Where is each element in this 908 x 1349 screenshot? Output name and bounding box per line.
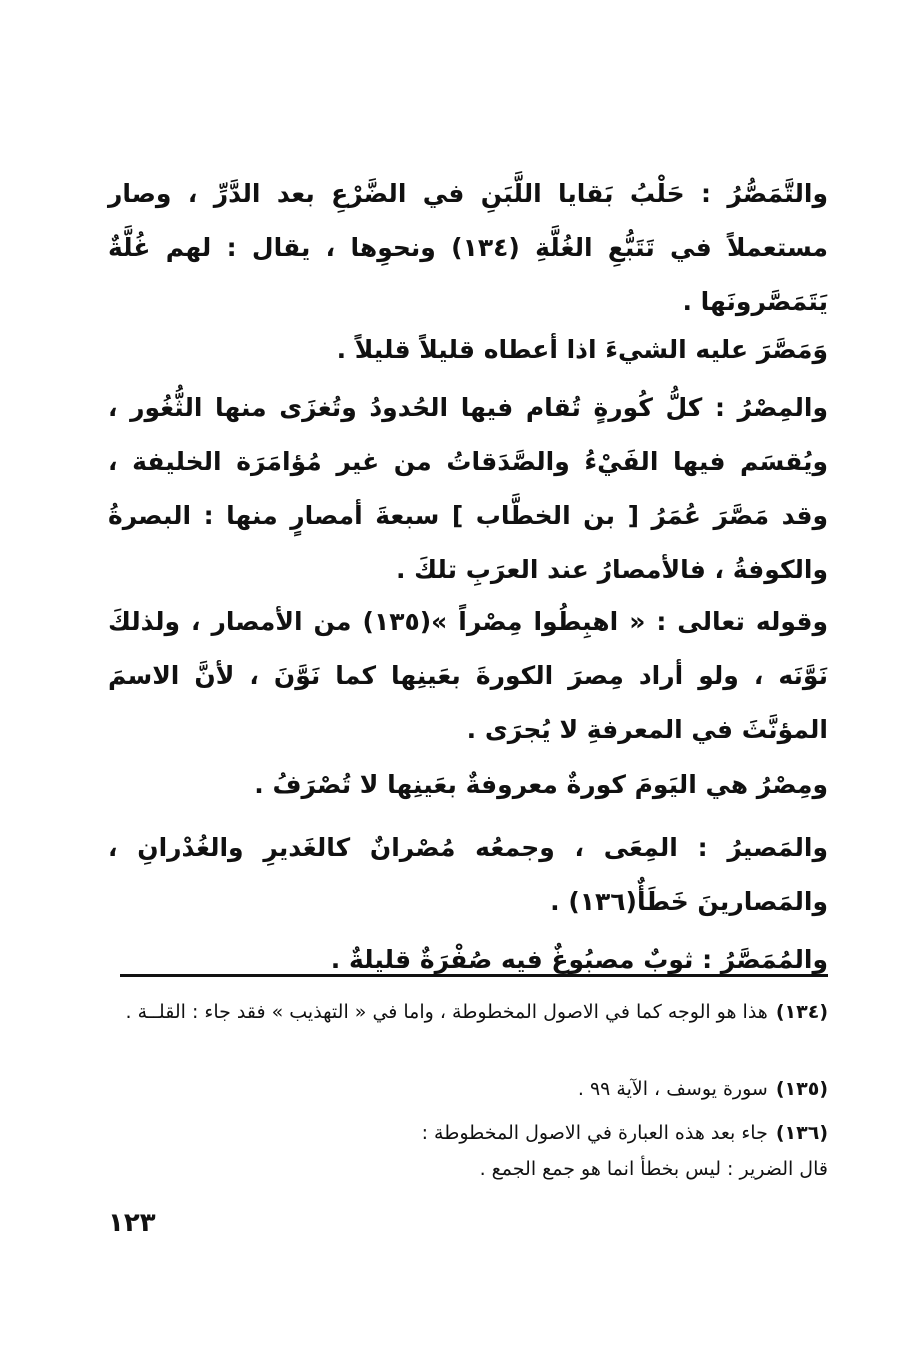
paragraph-misr-today: ومِصْرُ هي اليَومَ كورةٌ معروفةٌ بعَينِها لا تُصْرَفُ . (254, 770, 828, 799)
paragraph-masir: والمَصيرُ : المِعَى ، وجمعُه مُصْرانٌ كالغَديرِ والغُدْرانِ ، والمَصارينَ خَطَأٌ(١٣٦) . (108, 833, 828, 916)
paragraph-misr: والمِصْرُ : كلُّ كُورةٍ تُقام فيها الحُدودُ وتُغزَى منها الثُّغُور ، ويُقسَم فيها الفَيْءُ والصَّدَقاتُ من غير مُؤامَرَة الخليفة ، وقد مَصَّرَ عُمَرُ [ بن الخطَّاب ] سبعةَ أمصارٍ منها : البصرةُ والكوفةُ ، فالأمصارُ عند العرَبِ تلكَ . (108, 393, 828, 584)
paragraph-quran-verse: وقوله تعالى : « اهبِطُوا مِصْراً »(١٣٥) من الأمصار ، ولذلكَ نَوَّنَه ، ولو أراد مِصرَ الكورةَ بعَينِها كما نَوَّنَ ، لأنَّ الاسمَ المؤنَّثَ في المعرفةِ لا يُجرَى . (108, 607, 828, 744)
paragraph-massara: وَمَصَّرَ عليه الشيءَ اذا أعطاه قليلاً قليلاً . (336, 335, 828, 364)
footnote-number: (١٣٦) (775, 1122, 828, 1144)
footnote-135 (120, 1070, 828, 1108)
footnote-text: جاء بعد هذه العبارة في الاصول المخطوطة : (421, 1122, 768, 1144)
footnote-divider (120, 974, 828, 977)
footnote-text: هذا هو الوجه كما في الاصول المخطوطة ، واما في « التهذيب » فقد جاء : القلــة . (125, 1001, 768, 1023)
footnote-134 (120, 993, 828, 1031)
page-number: ١٢٣ (108, 1208, 156, 1238)
footnote-number: (١٣٤) (775, 1001, 828, 1023)
paragraph-tamassur: والتَّمَصُّرُ : حَلْبُ بَقايا اللَّبَنِ في الضَّرْعِ بعد الدَّرِّ ، وصار مستعملاً في تَتَبُّعِ الغُلَّةِ (١٣٤) ونحوِها ، يقال : لهم غُلَّةٌ يَتَمَصَّرونَها . (108, 179, 828, 316)
footnote-text: سورة يوسف ، الآية ٩٩ . (577, 1078, 768, 1100)
paragraph-mumassar: والمُمَصَّرُ : ثوبٌ مصبُوغٌ فيه صُفْرَةٌ قليلةٌ . (330, 945, 828, 974)
footnote-number: (١٣٥) (775, 1078, 828, 1100)
footnote-text: قال الضرير : ليس بخطأ انما هو جمع الجمع . (479, 1158, 828, 1180)
footnote-136-continuation (120, 1150, 828, 1188)
footnote-136 (120, 1114, 828, 1152)
